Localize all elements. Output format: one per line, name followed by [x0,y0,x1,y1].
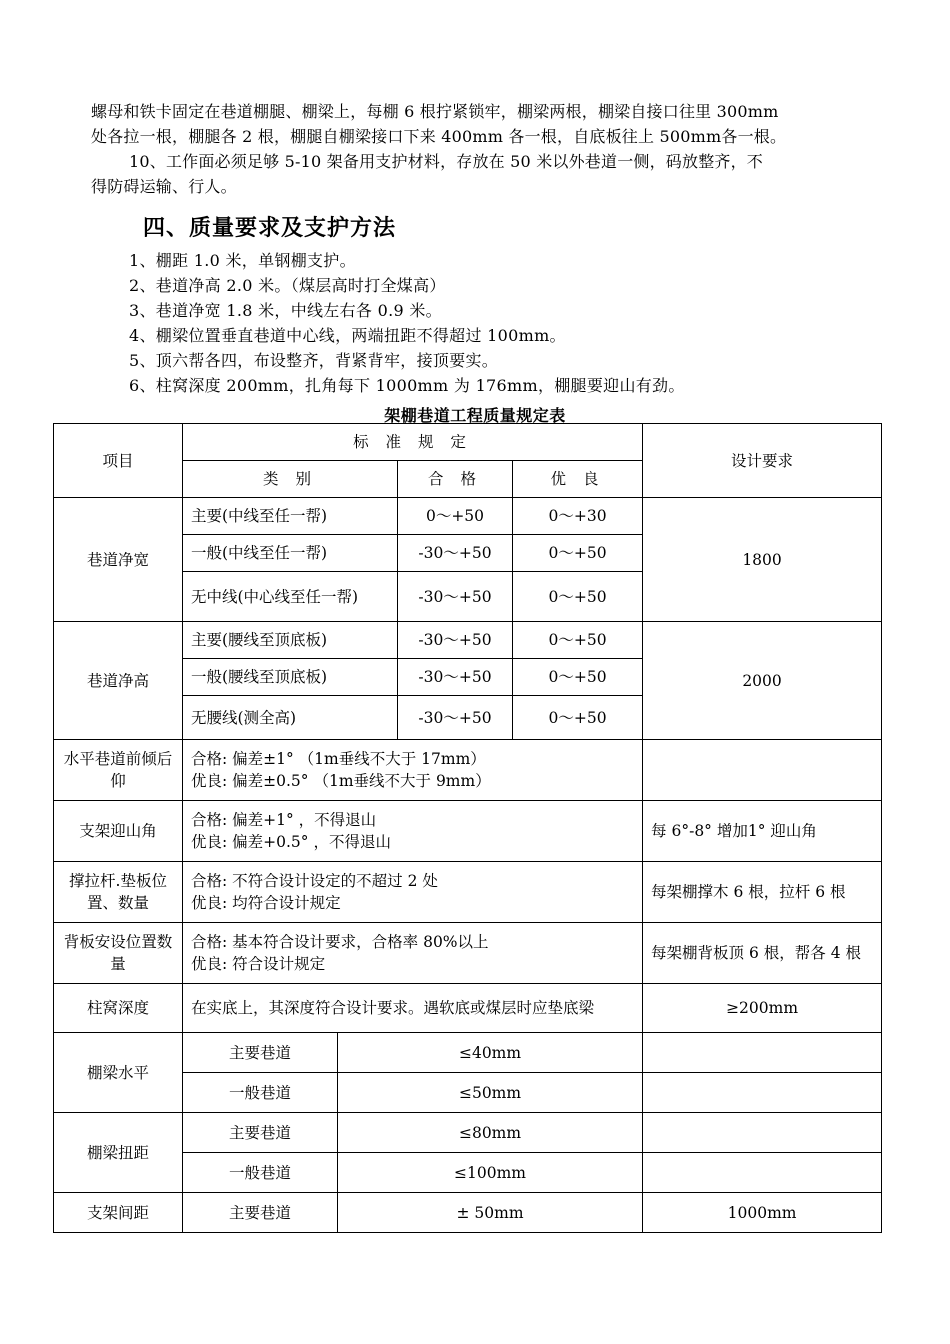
row-label: 支架间距 [54,1193,183,1233]
design-cell [643,740,882,801]
qualified-text: 合格: 不符合设计设定的不超过 2 处 [191,872,438,890]
design-cell: 1000mm [643,1193,882,1233]
road-cell: 一般巷道 [183,1073,338,1113]
requirement-item: 2、巷道净高 2.0 米。（煤层高时打全煤高） [129,276,446,295]
design-cell: 每架棚撑木 6 根，拉杆 6 根 [643,862,882,923]
excellent-cell: 0～+50 [513,572,643,622]
value-cell: ≤40mm [338,1033,643,1073]
qualified-text: 合格: 偏差+1° ，不得退山 [191,811,377,829]
standard-cell: 在实底上，其深度符合设计要求。遇软底或煤层时应垫底梁 [183,984,643,1033]
requirement-item: 1、棚距 1.0 米，单钢棚支护。 [129,251,356,270]
qualified-cell: -30～+50 [398,572,513,622]
quality-table [53,423,882,1233]
design-cell [643,1033,882,1073]
excellent-text: 优良: 符合设计规定 [191,955,326,973]
excellent-cell: 0～+50 [513,535,643,572]
category-cell: 主要(中线至任一帮) [183,498,398,535]
section-heading: 四、质量要求及支护方法 [143,216,397,241]
design-cell [643,1153,882,1193]
excellent-cell: 0～+50 [513,622,643,659]
excellent-text: 优良: 均符合设计规定 [191,894,341,912]
design-cell: 2000 [643,622,882,740]
excellent-cell: 0～+50 [513,659,643,696]
table-row [54,862,882,923]
standard-cell [183,801,643,862]
table-row [54,622,882,659]
qualified-cell: -30～+50 [398,696,513,740]
road-cell: 主要巷道 [183,1033,338,1073]
row-label: 棚梁扭距 [54,1113,183,1193]
category-cell: 无中线(中心线至任一帮) [183,572,398,622]
category-cell: 一般(腰线至顶底板) [183,659,398,696]
excellent-cell: 0～+50 [513,696,643,740]
header-standard: 标 准 规 定 [183,424,643,461]
excellent-text: 优良: 偏差±0.5° （1m垂线不大于 9mm） [191,772,491,790]
qualified-cell: -30～+50 [398,659,513,696]
table-title: 架棚巷道工程质量规定表 [384,406,566,425]
table-row [54,984,882,1033]
qualified-text: 合格: 偏差±1° （1m垂线不大于 17mm） [191,750,486,768]
header-item: 项目 [54,424,183,498]
design-cell: ≥200mm [643,984,882,1033]
requirement-item: 5、顶六帮各四，布设整齐，背紧背牢，接顶要实。 [129,351,499,370]
row-label: 水平巷道前倾后仰 [54,740,183,801]
category-cell: 主要(腰线至顶底板) [183,622,398,659]
value-cell: ± 50mm [338,1193,643,1233]
row-label: 棚梁水平 [54,1033,183,1113]
excellent-cell: 0～+30 [513,498,643,535]
value-cell: ≤80mm [338,1113,643,1153]
table-row [54,1033,882,1073]
header-design: 设计要求 [643,424,882,498]
category-cell: 无腰线(测全高) [183,696,398,740]
header-category: 类 别 [183,461,398,498]
header-qualified: 合 格 [398,461,513,498]
design-cell: 每架棚背板顶 6 根，帮各 4 根 [643,923,882,984]
header-excellent: 优 良 [513,461,643,498]
value-cell: ≤100mm [338,1153,643,1193]
excellent-text: 优良: 偏差+0.5° ，不得退山 [191,833,391,851]
table-row [54,801,882,862]
row-label: 支架迎山角 [54,801,183,862]
table-row [54,1193,882,1233]
paragraph-line: 处各拉一根，棚腿各 2 根，棚腿自棚梁接口下来 400mm 各一根，自底板往上 500mm各一根。 [91,127,787,146]
design-cell: 每 6°-8° 增加1° 迎山角 [643,801,882,862]
qualified-cell: -30～+50 [398,535,513,572]
qualified-cell: -30～+50 [398,622,513,659]
road-cell: 主要巷道 [183,1193,338,1233]
design-cell: 1800 [643,498,882,622]
road-cell: 主要巷道 [183,1113,338,1153]
table-row [54,498,882,535]
row-label: 撑拉杆.垫板位置、数量 [54,862,183,923]
requirement-item: 4、棚梁位置垂直巷道中心线，两端扭距不得超过 100mm。 [129,326,566,345]
row-label: 背板安设位置数量 [54,923,183,984]
road-cell: 一般巷道 [183,1153,338,1193]
paragraph-line: 螺母和铁卡固定在巷道棚腿、棚梁上，每棚 6 根拧紧锁牢，棚梁两根，棚梁自接口往里 300mm [91,102,779,121]
standard-cell [183,862,643,923]
table-row [54,1113,882,1153]
qualified-cell: 0～+50 [398,498,513,535]
value-cell: ≤50mm [338,1073,643,1113]
row-label: 柱窝深度 [54,984,183,1033]
design-cell [643,1113,882,1153]
standard-cell [183,923,643,984]
qualified-text: 合格: 基本符合设计要求，合格率 80%以上 [191,933,489,951]
design-cell [643,1073,882,1113]
row-label: 巷道净高 [54,622,183,740]
row-label: 巷道净宽 [54,498,183,622]
paragraph-line: 10、工作面必须足够 5-10 架备用支护材料，存放在 50 米以外巷道一侧，码放整齐，不 [129,152,764,171]
standard-cell [183,740,643,801]
requirement-item: 3、巷道净宽 1.8 米，中线左右各 0.9 米。 [129,301,442,320]
paragraph-line: 得防碍运输、行人。 [91,177,237,196]
category-cell: 一般(中线至任一帮) [183,535,398,572]
table-header-row [54,424,882,461]
requirement-item: 6、柱窝深度 200mm，扎角每下 1000mm 为 176mm，棚腿要迎山有劲。 [129,376,685,395]
table-row [54,740,882,801]
table-row [54,923,882,984]
